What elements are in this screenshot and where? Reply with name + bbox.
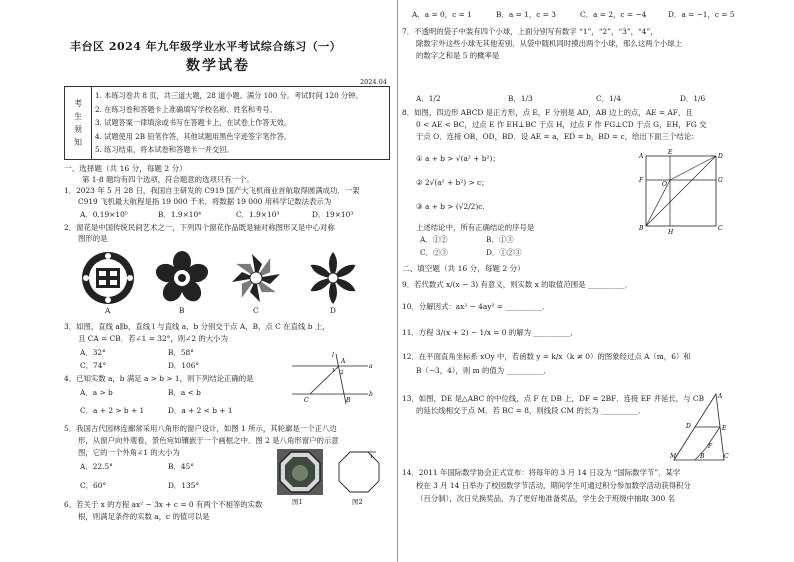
q3-option-a: A．32°	[80, 348, 106, 357]
q8-option-d: D．①②③	[486, 248, 522, 257]
column-divider	[397, 0, 398, 562]
exam-date: 2024.04	[360, 78, 387, 86]
notice-item: 2. 在练习卷和答题卡上准确填写学校名称、姓名和考号。	[95, 104, 277, 114]
notice-item: 4. 试题使用 2B 铅笔作答，其他试题用黑色字迹签字笔作答。	[95, 131, 292, 141]
q3-parallel-lines-figure	[288, 350, 374, 406]
candidate-notice-box	[64, 86, 390, 160]
q3-fig-label: B	[346, 397, 351, 404]
q13-triangle-figure	[670, 390, 730, 464]
q13-fig-label: C	[724, 453, 729, 460]
q12-line: 12．在平面直角坐标系 xOy 中，若函数 y = k/x（k ≠ 0）的图象经过点 A（m，6）和	[402, 352, 691, 361]
fig2-caption: 图2	[352, 498, 363, 506]
q13-fig-label: M	[670, 453, 677, 460]
q8-line: 8．如图，四边形 ABCD 是正方形，点 E，F 分别是 AD，AB 边上的点，AE = AF，且	[402, 108, 693, 117]
q1-line: 1．2023 年 5 月 28 日，我国自主研发的 C919 国产大飞机商业首航取得圆满成功．一架	[64, 186, 360, 195]
paper-cut-a-figure	[80, 250, 136, 306]
notice-label-char: 生	[74, 112, 82, 121]
exam-subject: 数学试卷	[186, 58, 250, 74]
q13-line: 的延长线相交于点 M．若 BC = 8，则线段 CM 的长为 __________．	[416, 406, 646, 415]
q11-line: 11．方程 3/(x + 2) − 1/x = 0 的解为 __________．	[402, 328, 578, 337]
q3-fig-label: A	[341, 358, 346, 365]
q6-option-d: D．a = −1，c = 5	[668, 10, 735, 19]
q5-option-d: D．135°	[168, 481, 200, 490]
notice-label	[65, 87, 92, 159]
q13-fig-label: F	[708, 443, 713, 450]
notice-label-char: 考	[74, 99, 82, 108]
q6-option-a: A．a = 0，c = 1	[412, 10, 472, 19]
q8-square-figure	[636, 148, 726, 236]
section-1-heading: 一、选择题（共 16 分，每题 2 分）	[64, 164, 187, 173]
q1-option-c: C．1.9×10³	[236, 210, 280, 219]
q14-line: 校在 3 月 14 日举办了校园数学节活动，期间学生可通过积分参加数学活动获得积分	[416, 481, 691, 490]
q9-line: 9．若代数式 x/(x − 3) 有意义，则实数 x 的取值范围是 __________．	[402, 280, 633, 289]
notice-item: 1. 本练习卷共 8 页，共三道大题，28 道小题。满分 100 分。考试时间 120 分钟。	[95, 91, 363, 100]
q1-line: C919 飞机最大航程是指 19 000 千米．将数据 19 000 用科学记数法表示为	[78, 197, 332, 206]
q2-label-c: C	[253, 306, 259, 315]
section-1-note: 第 1-8 题均有四个选项，符合题意的选项只有一个。	[82, 175, 254, 184]
q6-option-b: B．a = 1，c = 3	[496, 10, 556, 19]
notice-label-char: 知	[74, 138, 82, 147]
q2-line: 2．窗花是中国传统民间艺术之一，下列四个窗花作品既是轴对称图形又是中心对称	[64, 223, 335, 232]
q7-option-a: A．1/2	[416, 94, 441, 103]
octagon-angle-label: 1	[370, 454, 374, 460]
q8-fig-label: B	[639, 225, 644, 232]
q7-line: 除数字外这些小球无其他差别．从袋中随机同时摸出两个小球，那么这两个小球上	[416, 39, 683, 48]
q8-line: 于点 O．连接 OB，OD，BD．设 AE = a，ED = b，BD = c，给出下面三个结论：	[416, 132, 699, 141]
q7-line: 7．不透明的袋子中装有四个小球，上面分别写有数字 “1”，“2”，“3”，“4”，	[402, 27, 658, 36]
q5-option-a: A．22.5°	[80, 462, 113, 471]
q13-line: 13．如图，DE 是△ABC 的中位线，点 F 在 DB 上，DF = 2BF．连接 EF 并延长，与 CB	[402, 394, 705, 403]
q13-fig-label: E	[722, 425, 727, 432]
q8-option-b: B．①③	[486, 235, 514, 244]
q6-line: 根，则满足条件的实数 a，c 的值可以是	[78, 512, 210, 521]
q12-line: B（−3，4），则 m 的值为 __________．	[416, 366, 551, 375]
paper-cut-c-figure	[228, 250, 284, 306]
q6-line: 6．若关于 x 的方程 ax² − 3x + c = 0 有两个不相等的实数	[64, 500, 263, 509]
paper-cut-d-figure	[305, 250, 361, 306]
q1-option-a: A．0.19×10⁵	[80, 210, 128, 219]
q8-fig-label: C	[718, 225, 723, 232]
q13-fig-label: A	[718, 393, 723, 400]
q8-fig-label: F	[639, 177, 644, 184]
q2-line: 图形的是	[78, 234, 108, 243]
q13-fig-label: B	[700, 453, 705, 460]
q5-option-c: C．60°	[80, 481, 107, 490]
q3-fig-label: b	[369, 391, 373, 398]
notice-items	[95, 89, 385, 157]
octagon-diagram	[336, 449, 382, 495]
q13-fig-label: D	[686, 423, 691, 430]
q10-line: 10．分解因式：ax² − 4ay² = __________．	[402, 302, 550, 311]
q8-fig-label: A	[639, 153, 644, 160]
q5-line: 5．我国古代园林连廊常采用八角形的窗户设计，如图 1 所示，其轮廓是一个正八边	[64, 424, 337, 433]
notice-item: 5. 练习结束，将本试卷和答题卡一并交回。	[95, 145, 234, 155]
q7-line: 的数字之和是 5 的概率是	[416, 51, 500, 60]
q3-fig-label: a	[369, 363, 373, 370]
octagon-window-photo	[277, 449, 323, 495]
q8-line: 0 < AE < BC，过点 E 作 EH⊥BC 于点 H，过点 F 作 FG⊥CD 于点 G，EH，FG 交	[416, 120, 707, 129]
q6-option-c: C．a = 2，c = −4	[580, 10, 647, 19]
q4-option-c: C．a + 2 > b + 1	[80, 406, 145, 415]
q4-option-b: B．a < b	[168, 388, 201, 397]
q2-label-b: B	[179, 306, 185, 315]
q8-fig-label: H	[668, 229, 674, 236]
paper-cut-b-figure	[154, 250, 210, 306]
q5-option-b: B．45°	[168, 462, 194, 471]
q3-fig-label: l	[332, 352, 334, 359]
q14-line: （百分制），次日兑换奖品，为了更好地准备奖品，学生会于班级中抽取 300 名	[416, 494, 675, 503]
q3-fig-label: 1	[332, 368, 336, 374]
q8-option-c: C．②③	[420, 248, 448, 257]
q3-line: 3．如图，直线 a∥b，直线 l 与直线 a，b 分别交于点 A，B，点 C 在直线 b 上，	[64, 322, 330, 331]
q1-option-b: B．1.9×10⁴	[158, 210, 202, 219]
q8-fig-label: O	[662, 181, 667, 188]
q5-line: 图，它的一个外角∠1 的大小为	[78, 448, 180, 457]
notice-item: 3. 试题答案一律填涂或书写在答题卡上，在试卷上作答无效。	[95, 118, 292, 128]
q3-option-d: D．106°	[168, 361, 200, 370]
q8-statement-2: ② 2√(a² + b²) > c；	[416, 178, 489, 187]
section-2-heading: 二、填空题（共 16 分，每题 2 分）	[402, 264, 525, 273]
fig1-caption: 图1	[292, 498, 303, 506]
q4-option-d: D．a + 2 < b + 1	[168, 406, 233, 415]
q8-fig-label: E	[668, 149, 673, 156]
q7-option-d: D．1/6	[680, 94, 706, 103]
q2-label-a: A	[105, 306, 111, 315]
notice-label-char: 须	[74, 125, 82, 134]
q8-ask: 上述结论中，所有正确结论的序号是	[416, 223, 535, 232]
q3-fig-label: 2	[340, 370, 344, 376]
q3-fig-label: C	[304, 397, 309, 404]
q4-line: 4．已知实数 a，b 满足 a > b > 1，则下列结论正确的是	[64, 374, 254, 383]
q5-line: 形，从窗户向外观看，景色宛如镶嵌于一个画框之中．图 2 是八角形窗户的示意	[78, 436, 339, 445]
q3-option-b: B．58°	[168, 348, 194, 357]
q8-fig-label: G	[718, 177, 723, 184]
q2-label-d: D	[330, 306, 336, 315]
q8-option-a: A．①②	[420, 235, 448, 244]
q14-line: 14．2011 年国际数学协会正式宣布：将每年的 3 月 14 日设为 “国际数学节”．某学	[402, 468, 681, 477]
q4-option-a: A．a > b	[80, 388, 113, 397]
q8-fig-label: D	[718, 153, 723, 160]
q8-statement-3: ③ a + b > (√2/2)c．	[416, 202, 490, 211]
q3-option-c: C．74°	[80, 361, 107, 370]
q7-option-c: C．1/4	[596, 94, 621, 103]
q3-line: 且 CA = CB．若∠1 = 32°，则∠2 的大小为	[78, 334, 228, 343]
q7-option-b: B．1/3	[508, 94, 533, 103]
q8-statement-1: ① a + b > √(a² + b²)；	[416, 154, 500, 163]
exam-title: 丰台区 2024 年九年级学业水平考试综合练习（一）	[70, 40, 342, 53]
q1-option-d: D．19×10³	[312, 210, 354, 219]
